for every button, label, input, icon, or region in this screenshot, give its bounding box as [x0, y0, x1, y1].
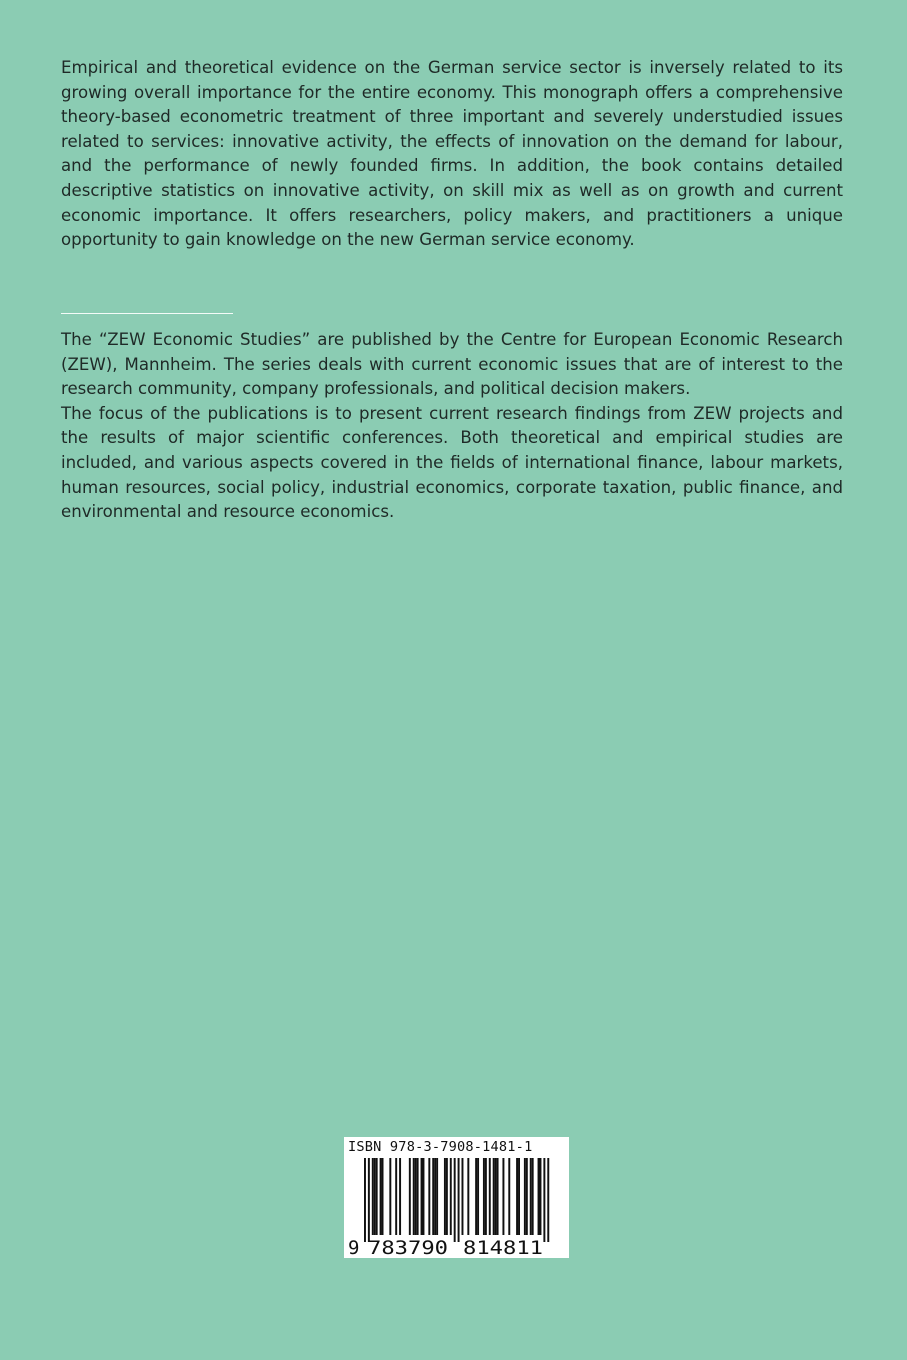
barcode-bar: [413, 1158, 415, 1235]
barcode-bar: [462, 1158, 464, 1235]
section-divider: [61, 313, 233, 314]
barcode-bar: [493, 1158, 495, 1235]
barcode-bar: [524, 1158, 526, 1235]
barcode-bar: [374, 1158, 376, 1235]
barcode-bar: [483, 1158, 485, 1235]
barcode-bar: [526, 1158, 528, 1235]
barcode-bar: [532, 1158, 534, 1235]
barcode-bar: [477, 1158, 479, 1235]
barcode-bar: [380, 1158, 382, 1235]
ean-first-digit: 9: [348, 1237, 360, 1258]
barcode-bar: [444, 1158, 446, 1235]
barcode-bar: [467, 1158, 469, 1235]
barcode-bar: [368, 1158, 370, 1242]
barcode-bar: [485, 1158, 487, 1235]
barcode-bar: [489, 1158, 491, 1235]
barcode-bar: [540, 1158, 542, 1235]
barcode-bar: [475, 1158, 477, 1235]
barcode-bar: [502, 1158, 504, 1235]
book-description: Empirical and theoretical evidence on the German service sector is inversely related to its growing overall importance for the entire economy. This monograph offers a comprehensive theory-based econometric treatment of three important and severely understudied issues related to services: innovative activity, the effects of innovation on the demand for labour, and the performance of newly founded firms. In addition, the book contains detailed descriptive statistics on innovative activity, on skill mix as well as on growth and current economic importance. It offers researchers, policy makers, and practitioners a unique opportunity to gain knowledge on the new German service economy.: [61, 58, 843, 250]
barcode-bar: [446, 1158, 448, 1235]
series-intro-paragraph: The “ZEW Economic Studies” are published by the Centre for European Economic Research (ZEW), Mannheim. The series deals with current economic issues that are of interest to the research community, company professionals, and political decision makers.: [61, 330, 843, 399]
series-focus-paragraph: The focus of the publications is to present current research findings from ZEW projects and the results of major scientific conferences. Both theoretical and empirical studies are included, and various aspects covered in the fields of international finance, labour markets, human resources, social policy, industrial economics, corporate taxation, public finance, and environmental and resource economics.: [61, 403, 843, 522]
barcode-bar: [423, 1158, 425, 1235]
ean-right-digits: 814811: [463, 1237, 543, 1258]
barcode-bar: [543, 1158, 545, 1242]
barcode-bar: [518, 1158, 520, 1235]
barcode-bar: [497, 1158, 499, 1235]
barcode-bars: [364, 1158, 549, 1242]
barcode-bar: [382, 1158, 384, 1235]
barcode-bar: [450, 1158, 452, 1235]
ean-left-digits: 783790: [368, 1237, 448, 1258]
barcode-bar: [508, 1158, 510, 1235]
barcode-bar: [376, 1158, 378, 1235]
barcode-bar: [547, 1158, 549, 1242]
barcode-bar: [399, 1158, 401, 1235]
barcode-bar: [409, 1158, 411, 1235]
barcode-bar: [364, 1158, 366, 1242]
barcode-bar: [417, 1158, 419, 1235]
barcode-bar: [415, 1158, 417, 1235]
barcode-bar: [428, 1158, 430, 1235]
barcode-bar: [436, 1158, 438, 1235]
barcode-bar: [530, 1158, 532, 1235]
barcode-bar: [454, 1158, 456, 1242]
isbn-barcode: [344, 1137, 569, 1258]
barcode-bar: [372, 1158, 374, 1235]
barcode-bar: [458, 1158, 460, 1242]
barcode-bar: [495, 1158, 497, 1235]
barcode-bar: [516, 1158, 518, 1235]
barcode-bar: [432, 1158, 434, 1235]
barcode-bar: [538, 1158, 540, 1235]
barcode-bar: [389, 1158, 391, 1235]
isbn-label: ISBN 978-3-7908-1481-1: [348, 1139, 533, 1155]
ean-barcode-graphic: [344, 1137, 569, 1258]
series-description: [61, 328, 843, 525]
barcode-bar: [395, 1158, 397, 1235]
barcode-bar: [434, 1158, 436, 1235]
barcode-bar: [421, 1158, 423, 1235]
